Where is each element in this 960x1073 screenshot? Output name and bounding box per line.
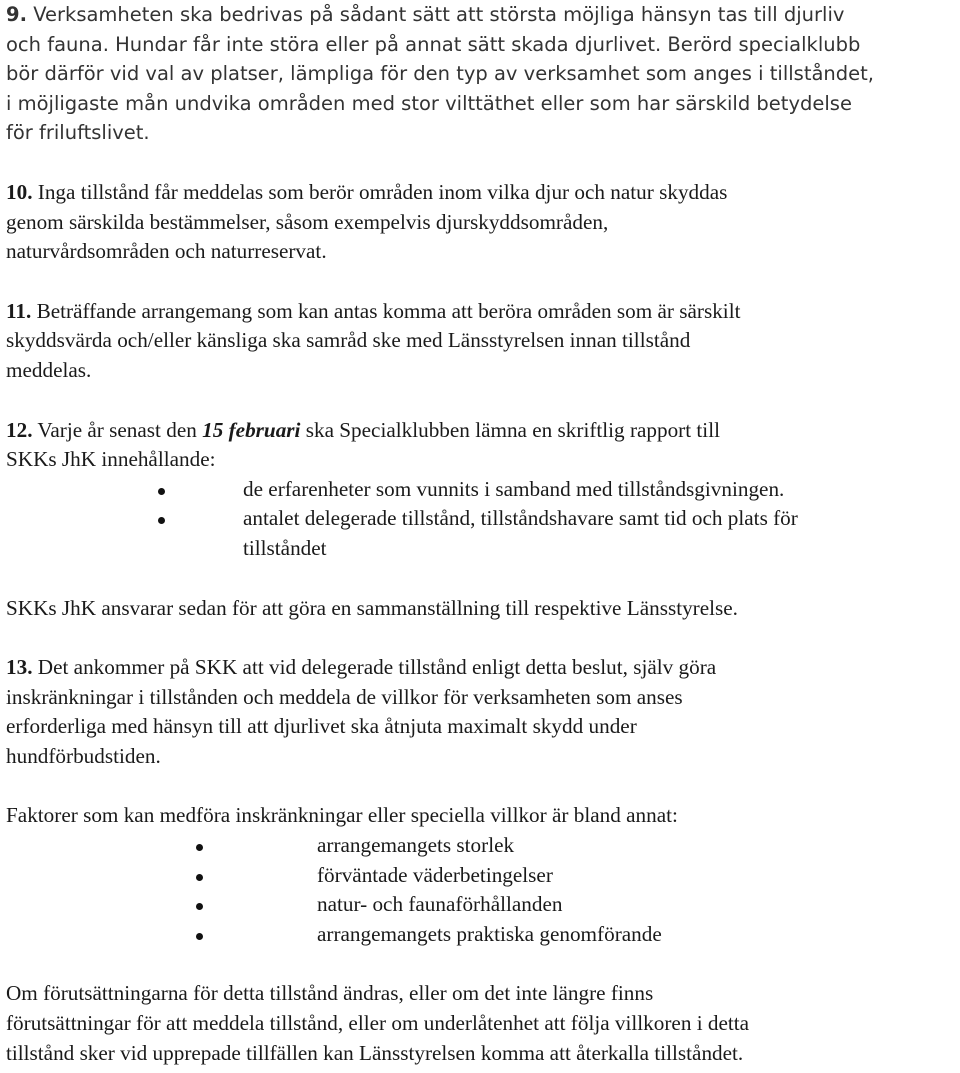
spacer <box>6 386 958 416</box>
list-item: förväntade väderbetingelser <box>6 861 958 891</box>
report-contents-list <box>6 475 958 564</box>
paragraph-12-closing: SKKs JhK ansvarar sedan för att göra en sammanställning till respektive Länsstyrelse. <box>6 595 738 620</box>
paragraph-11 <box>6 297 958 386</box>
spacer <box>6 148 958 178</box>
bullet-icon <box>196 874 203 881</box>
spacer <box>6 267 958 297</box>
paragraph-10-line: 10. Inga tillstånd får meddelas som berör områden inom vilka djur och natur skyddas <box>6 179 728 204</box>
paragraph-9-line: i möjligaste mån undvika områden med stor vilttäthet eller som har särskild betydelse <box>6 91 852 115</box>
list-item: de erfarenheter som vunnits i samband med tillståndsgivningen. <box>6 475 958 505</box>
spacer <box>6 771 958 801</box>
paragraph-13-line: hundförbudstiden. <box>6 743 161 768</box>
paragraph-10 <box>6 178 958 267</box>
spacer <box>6 623 958 653</box>
bullet-icon <box>196 933 203 940</box>
paragraph-9-line: och fauna. Hundar får inte störa eller på annat sätt skada djurlivet. Berörd specialklubb <box>6 32 861 56</box>
bullet-icon <box>196 903 203 910</box>
bullet-icon <box>158 517 165 524</box>
factors-intro: Faktorer som kan medföra inskränkningar eller speciella villkor är bland annat: <box>6 803 678 828</box>
paragraph-11-line: meddelas. <box>6 357 92 382</box>
spacer <box>6 564 958 594</box>
section-number: 11. <box>6 298 32 323</box>
document-page <box>6 0 958 1068</box>
deadline-date: 15 februari <box>202 417 301 442</box>
closing-line: förutsättningar för att meddela tillstånd, eller om underlåtenhet att följa villkoren i detta <box>6 1011 750 1036</box>
list-item: arrangemangets praktiska genomförande <box>6 920 958 950</box>
factors-paragraph <box>6 801 958 949</box>
paragraph-12 <box>6 416 958 564</box>
paragraph-12-line: SKKs JhK innehållande: <box>6 447 216 472</box>
paragraph-13 <box>6 653 958 771</box>
section-number: 9. <box>6 3 27 26</box>
spacer <box>6 949 958 979</box>
bullet-icon <box>158 488 165 495</box>
paragraph-9-line: bör därför vid val av platser, lämpliga för den typ av verksamhet som anges i tillståndet, <box>6 62 874 86</box>
paragraph-9-line: 9. Verksamheten ska bedrivas på sådant sätt att största möjliga hänsyn tas till djurliv <box>6 3 845 26</box>
list-item: natur- och faunaförhållanden <box>6 890 958 920</box>
closing-paragraph <box>6 979 958 1068</box>
bullet-icon <box>196 844 203 851</box>
factors-list <box>6 831 958 949</box>
paragraph-13-line: 13. Det ankommer på SKK att vid delegerade tillstånd enligt detta beslut, själv göra <box>6 655 717 680</box>
paragraph-10-line: genom särskilda bestämmelser, såsom exempelvis djurskyddsområden, <box>6 209 609 234</box>
paragraph-11-line: skyddsvärda och/eller känsliga ska samråd ske med Länsstyrelsen innan tillstånd <box>6 328 691 353</box>
paragraph-11-line: 11. Beträffande arrangemang som kan antas komma att beröra områden som är särskilt <box>6 298 741 323</box>
closing-line: Om förutsättningarna för detta tillstånd ändras, eller om det inte längre finns <box>6 981 654 1006</box>
paragraph-12-line: 12. Varje år senast den 15 februari ska Specialklubben lämna en skriftlig rapport till <box>6 417 720 442</box>
paragraph-10-line: naturvårdsområden och naturreservat. <box>6 239 327 264</box>
closing-line: tillstånd sker vid upprepade tillfällen kan Länsstyrelsen komma att återkalla tillståndet. <box>6 1040 744 1065</box>
paragraph-9 <box>6 0 958 148</box>
section-number: 12. <box>6 417 33 442</box>
list-item: arrangemangets storlek <box>6 831 958 861</box>
paragraph-13-line: erforderliga med hänsyn till att djurlivet ska åtnjuta maximalt skydd under <box>6 714 637 739</box>
paragraph-9-line: för friluftslivet. <box>6 121 150 145</box>
list-item-continuation: tillståndet <box>243 535 327 560</box>
section-number: 10. <box>6 179 33 204</box>
section-number: 13. <box>6 655 33 680</box>
list-item: antalet delegerade tillstånd, tillståndshavare samt tid och plats för <box>6 504 958 534</box>
paragraph-13-line: inskränkningar i tillstånden och meddela de villkor för verksamheten som anses <box>6 684 683 709</box>
